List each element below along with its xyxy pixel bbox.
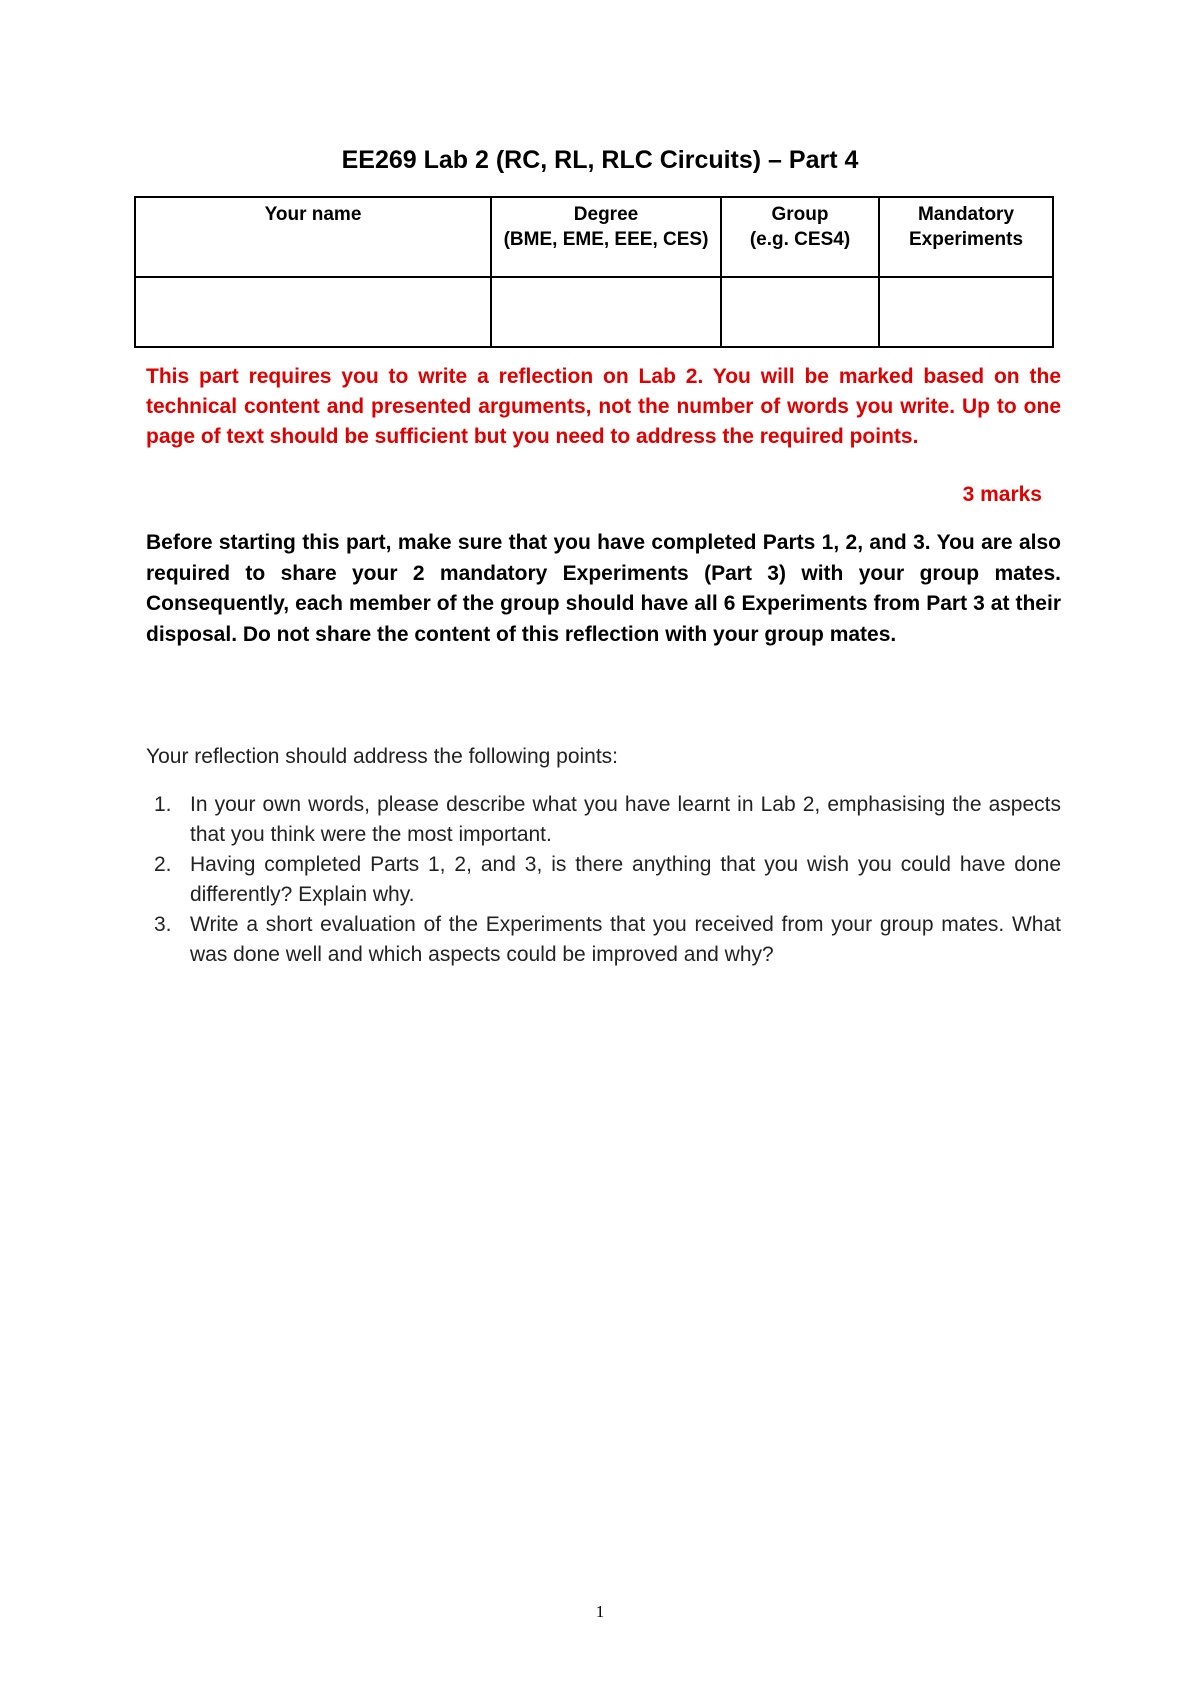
group-cell[interactable] [721, 277, 879, 347]
degree-cell[interactable] [491, 277, 721, 347]
mandatory-experiments-cell[interactable] [879, 277, 1053, 347]
list-number: 3. [154, 913, 172, 936]
header-mandatory-experiments [879, 197, 1053, 277]
header-label: Mandatory [917, 204, 1015, 225]
list-number: 1. [154, 793, 172, 816]
table-row [135, 277, 1053, 347]
list-item [146, 790, 1061, 850]
page-number: 1 [595, 1602, 605, 1621]
table-header-row [135, 197, 1053, 277]
list-text: In your own words, please describe what you have learnt in Lab 2, emphasising the aspects that you think were the most important. [190, 793, 1061, 846]
page-title: EE269 Lab 2 (RC, RL, RLC Circuits) – Part 4 [341, 146, 859, 174]
header-label: Your name [264, 204, 362, 225]
header-label: Group [771, 204, 829, 225]
marks-label: 3 marks [962, 483, 1042, 506]
header-sublabel: (e.g. CES4) [749, 229, 851, 250]
list-item [146, 910, 1061, 970]
header-sublabel: Experiments [908, 229, 1024, 250]
header-group [721, 197, 879, 277]
list-item [146, 850, 1061, 910]
student-info-table [134, 196, 1054, 348]
reflection-notice: This part requires you to write a reflection on Lab 2. You will be marked based on the technical content and presented arguments, not the number of words you write. Up to one page of text should be sufficient but you need to address the required points. [146, 365, 1061, 448]
header-label: Degree [573, 204, 639, 225]
list-text: Having completed Parts 1, 2, and 3, is there anything that you wish you could have done differently? Explain why. [190, 853, 1061, 906]
list-text: Write a short evaluation of the Experiments that you received from your group mates. What was done well and which aspects could be improved and why? [190, 913, 1061, 966]
points-intro: Your reflection should address the following points: [146, 745, 619, 768]
your-name-cell[interactable] [135, 277, 491, 347]
header-degree [491, 197, 721, 277]
instructions-paragraph: Before starting this part, make sure that you have completed Parts 1, 2, and 3. You are also required to share your 2 mandatory Experiments (Part 3) with your group mates. Consequently, each member of the group should have all 6 Experiments from Part 3 at their disposal. Do not share the content of this reflection with your group mates. [146, 531, 1061, 646]
list-number: 2. [154, 853, 172, 876]
header-sublabel: (BME, EME, EEE, CES) [503, 229, 709, 250]
points-list [146, 790, 1061, 970]
header-your-name [135, 197, 491, 277]
